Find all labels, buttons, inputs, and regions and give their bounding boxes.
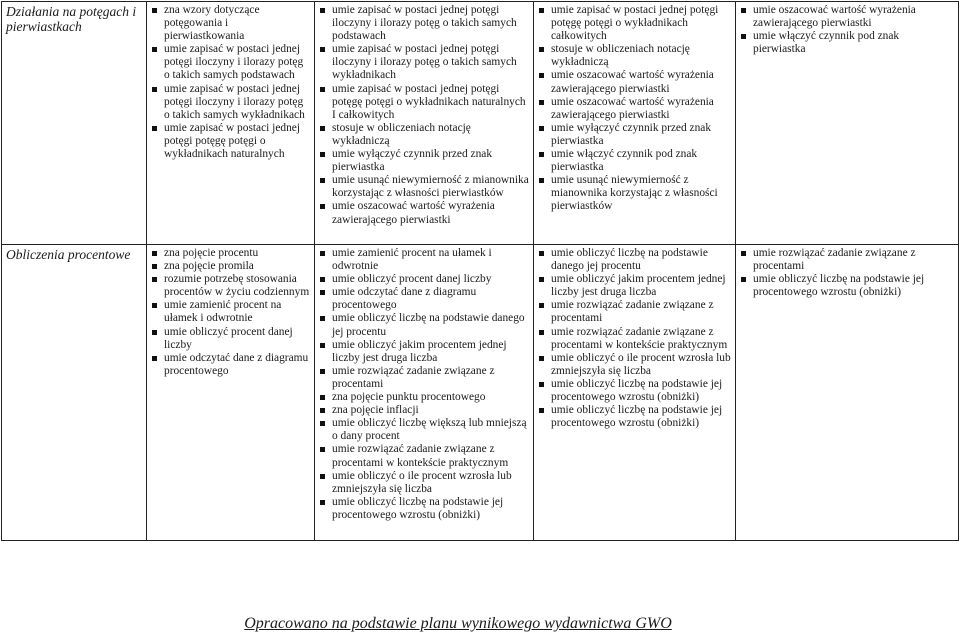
list-item: umie odczytać dane z diagramu procentowego (319, 286, 529, 312)
list-item: umie zapisać w postaci jednej potęgi iloczyny i ilorazy potęg o takich samych wykładnikach (319, 43, 529, 82)
list-item: umie zamienić procent na ułamek i odwrotnie (319, 247, 529, 273)
list-item: umie zapisać w postaci jednej potęgi iloczyny i ilorazy potęg o takich samych wykładnikach (151, 83, 310, 122)
list-item: umie zapisać w postaci jednej potęgi potęgę potęgi o wykładnikach naturalnych (151, 122, 310, 161)
requirements-cell (736, 2, 959, 245)
requirements-cell (534, 2, 736, 245)
list-item: zna pojęcie inflacji (319, 404, 529, 417)
requirements-list (151, 247, 310, 378)
list-item: umie obliczyć o ile procent wzrosła lub zmniejszyła się liczba (319, 470, 529, 496)
list-item: umie rozwiązać zadanie związane z procentami (319, 365, 529, 391)
list-item: umie obliczyć liczbę na podstawie danego jej procentu (319, 312, 529, 338)
requirements-list (151, 4, 310, 161)
topic-cell (2, 245, 147, 541)
list-item: umie rozwiązać zadanie związane z procentami (740, 247, 954, 273)
list-item: umie obliczyć liczbę większą lub mniejszą o dany procent (319, 417, 529, 443)
list-item: umie zapisać w postaci jednej potęgi potęgę potęgi o wykładnikach całkowitych (538, 4, 731, 43)
list-item: umie obliczyć liczbę na podstawie jej procentowego wzrostu (obniżki) (740, 273, 954, 299)
list-item: umie zamienić procent na ułamek i odwrotnie (151, 299, 310, 325)
requirements-table (1, 1, 959, 541)
requirements-list (319, 247, 529, 522)
table-row (2, 2, 959, 245)
list-item: umie obliczyć liczbę na podstawie danego jej procentu (538, 247, 731, 273)
list-item: umie wyłączyć czynnik przed znak pierwiastka (319, 148, 529, 174)
footer-note: Opracowano na podstawie planu wynikowego wydawnictwa GWO (244, 615, 672, 632)
list-item: umie rozwiązać zadanie związane z procentami (538, 299, 731, 325)
requirements-cell (315, 2, 534, 245)
topic-cell (2, 2, 147, 245)
list-item: zna wzory dotyczące potęgowania i pierwiastkowania (151, 4, 310, 43)
list-item: zna pojęcie punktu procentowego (319, 391, 529, 404)
requirements-list (740, 4, 954, 56)
requirements-list (538, 247, 731, 430)
list-item: umie włączyć czynnik pod znak pierwiastka (538, 148, 731, 174)
table-row (2, 245, 959, 541)
requirements-list (538, 4, 731, 214)
list-item: umie obliczyć jakim procentem jednej liczby jest druga liczba (319, 339, 529, 365)
requirements-cell (147, 2, 315, 245)
list-item: umie obliczyć o ile procent wzrosła lub zmniejszyła się liczba (538, 352, 731, 378)
list-item: umie usunąć niewymierność z mianownika korzystając z własności pierwiastków (538, 174, 731, 213)
topic-label: Obliczenia procentowe (6, 247, 131, 262)
requirements-cell (315, 245, 534, 541)
list-item: zna pojęcie procentu (151, 247, 310, 260)
list-item: umie obliczyć jakim procentem jednej liczby jest druga liczba (538, 273, 731, 299)
list-item: umie odczytać dane z diagramu procentowego (151, 352, 310, 378)
requirements-list (319, 4, 529, 227)
list-item: umie obliczyć procent danej liczby (319, 273, 529, 286)
list-item: umie zapisać w postaci jednej potęgi iloczyny i ilorazy potęg o takich samych podstawach (151, 43, 310, 82)
requirements-cell (534, 245, 736, 541)
list-item: umie oszacować wartość wyrażenia zawierającego pierwiastki (538, 96, 731, 122)
list-item: umie obliczyć liczbę na podstawie jej procentowego wzrostu (obniżki) (319, 496, 529, 522)
list-item: stosuje w obliczeniach notację wykładniczą (538, 43, 731, 69)
list-item: umie obliczyć procent danej liczby (151, 326, 310, 352)
list-item: umie obliczyć liczbę na podstawie jej procentowego wzrostu (obniżki) (538, 378, 731, 404)
requirements-cell (147, 245, 315, 541)
list-item: umie obliczyć liczbę na podstawie jej procentowego wzrostu (obniżki) (538, 404, 731, 430)
list-item: umie rozwiązać zadanie związane z procentami w kontekście praktycznym (319, 443, 529, 469)
list-item: rozumie potrzebę stosowania procentów w życiu codziennym (151, 273, 310, 299)
list-item: umie oszacować wartość wyrażenia zawierającego pierwiastki (538, 69, 731, 95)
list-item: umie oszacować wartość wyrażenia zawierającego pierwiastki (319, 200, 529, 226)
requirements-list (740, 247, 954, 299)
list-item: zna pojęcie promila (151, 260, 310, 273)
list-item: umie zapisać w postaci jednej potęgi iloczyny i ilorazy potęg o takich samych podstawach (319, 4, 529, 43)
list-item: umie rozwiązać zadanie związane z procentami w kontekście praktycznym (538, 326, 731, 352)
list-item: umie zapisać w postaci jednej potęgi potęgę potęgi o wykładnikach naturalnych I całkowitych (319, 83, 529, 122)
list-item: umie włączyć czynnik pod znak pierwiastka (740, 30, 954, 56)
list-item: umie oszacować wartość wyrażenia zawierającego pierwiastki (740, 4, 954, 30)
list-item: stosuje w obliczeniach notację wykładniczą (319, 122, 529, 148)
requirements-cell (736, 245, 959, 541)
list-item: umie wyłączyć czynnik przed znak pierwiastka (538, 122, 731, 148)
topic-label: Działania na potęgach i pierwiastkach (6, 4, 137, 34)
list-item: umie usunąć niewymierność z mianownika korzystając z własności pierwiastków (319, 174, 529, 200)
